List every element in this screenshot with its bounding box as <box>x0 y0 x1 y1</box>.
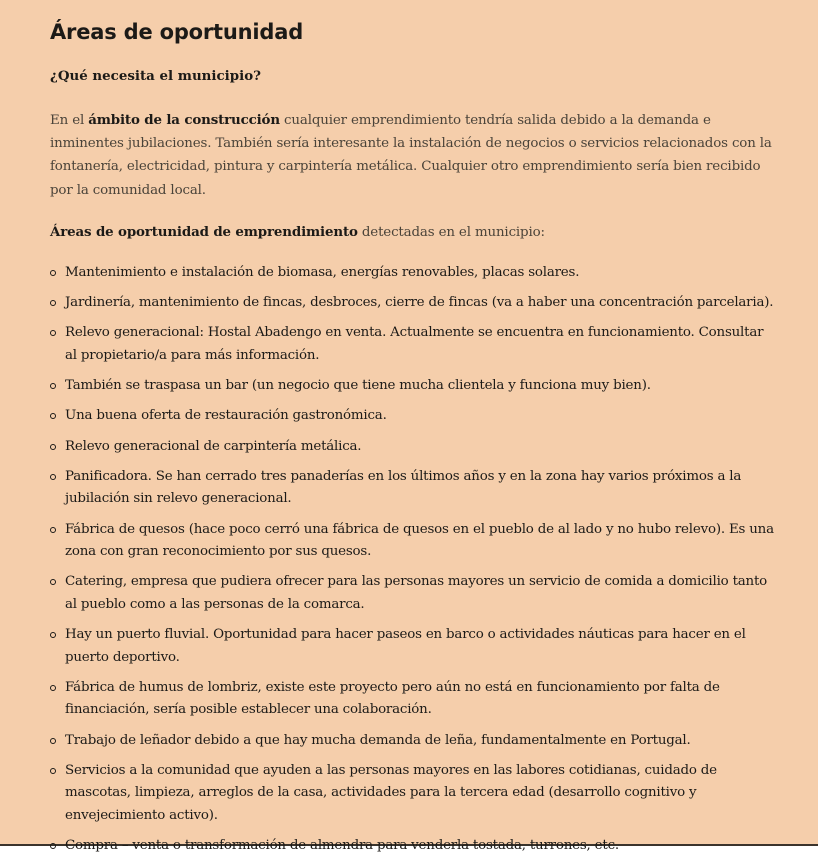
list-item <box>50 730 778 753</box>
list-item-text: Trabajo de leñador debido a que hay mucha demanda de leña, fundamentalmente en Portugal. <box>65 732 691 748</box>
circle-bullet-icon <box>50 300 56 306</box>
circle-bullet-icon <box>50 330 56 336</box>
opportunity-intro-rest: detectadas en el municipio: <box>357 224 545 240</box>
list-item <box>50 571 778 616</box>
construction-rest: cualquier emprendimiento tendría salida debido a la demanda e inminentes jubilaciones. También sería interesante la instalación de negocios o servicios relacionados con la fontanería, electricidad, pintura y carpintería metálica. Cualquier otro emprendimiento sería bien recibido por la comunidad local. <box>50 113 772 198</box>
circle-bullet-icon <box>50 632 56 638</box>
circle-bullet-icon <box>50 413 56 419</box>
list-item <box>50 677 778 722</box>
construction-highlight: ámbito de la construcción <box>88 112 280 128</box>
list-item <box>50 292 778 315</box>
circle-bullet-icon <box>50 527 56 533</box>
circle-bullet-icon <box>50 843 56 849</box>
list-item <box>50 624 778 669</box>
list-item-text: Servicios a la comunidad que ayuden a las personas mayores en las labores cotidianas, cuidado de mascotas, limpieza, arreglos de la casa, actividades para la tercera edad (desarrollo cognitivo y envejecimiento activo). <box>65 762 717 824</box>
list-item <box>50 436 778 459</box>
construction-prefix: En el <box>50 113 89 128</box>
opportunity-intro <box>50 221 778 244</box>
list-item <box>50 835 778 858</box>
circle-bullet-icon <box>50 685 56 691</box>
list-item-text: Catering, empresa que pudiera ofrecer para las personas mayores un servicio de comida a domicilio tanto al pueblo como a las personas de la comarca. <box>65 574 768 612</box>
list-item-text: Panificadora. Se han cerrado tres panaderías en los últimos años y en la zona hay varios próximos a la jubilación sin relevo generacional. <box>65 468 742 507</box>
list-item-text: Una buena oferta de restauración gastronómica. <box>65 408 387 424</box>
list-item <box>50 322 778 367</box>
list-item-text: Fábrica de humus de lombriz, existe este proyecto pero aún no está en funcionamiento por falta de financiación, sería posible establecer una colaboración. <box>65 679 720 718</box>
list-item <box>50 405 778 428</box>
list-item-text: Compra – venta o transformación de almendra para venderla tostada, turrones, etc. <box>65 838 619 854</box>
circle-bullet-icon <box>50 738 56 744</box>
list-item-text: Jardinería, mantenimiento de fincas, desbroces, cierre de fincas (va a haber una concentración parcelaria). <box>65 295 774 311</box>
list-item-text: Mantenimiento e instalación de biomasa, energías renovables, placas solares. <box>65 265 580 281</box>
construction-paragraph <box>50 109 778 202</box>
circle-bullet-icon <box>50 383 56 389</box>
section-question: ¿Qué necesita el municipio? <box>50 68 261 84</box>
list-item <box>50 466 778 511</box>
opportunity-intro-highlight: Áreas de oportunidad de emprendimiento <box>50 223 358 240</box>
list-item <box>50 262 778 285</box>
list-item <box>50 519 778 564</box>
list-item <box>50 375 778 398</box>
list-item-text: Fábrica de quesos (hace poco cerró una fábrica de quesos en el pueblo de al lado y no hubo relevo). Es una zona con gran reconocimiento por sus quesos. <box>65 521 774 560</box>
circle-bullet-icon <box>50 768 56 774</box>
list-item-text: Relevo generacional: Hostal Abadengo en venta. Actualmente se encuentra en funcionamiento. Consultar al propietario/a para más información. <box>65 325 764 363</box>
list-item-text: También se traspasa un bar (un negocio que tiene mucha clientela y funciona muy bien). <box>65 378 651 394</box>
circle-bullet-icon <box>50 474 56 480</box>
list-item-text: Hay un puerto fluvial. Oportunidad para hacer paseos en barco o actividades náuticas para hacer en el puerto deportivo. <box>65 627 746 665</box>
list-item <box>50 760 778 828</box>
circle-bullet-icon <box>50 444 56 450</box>
circle-bullet-icon <box>50 579 56 585</box>
page-title: Áreas de oportunidad <box>50 20 304 44</box>
opportunity-list <box>50 262 778 858</box>
list-item-text: Relevo generacional de carpintería metálica. <box>65 438 362 454</box>
circle-bullet-icon <box>50 270 56 276</box>
